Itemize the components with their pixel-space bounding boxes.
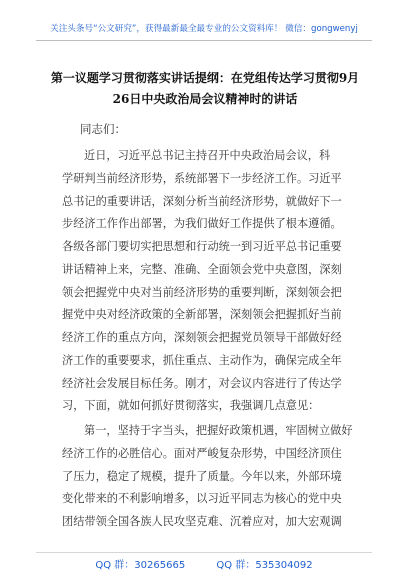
header-divider <box>36 40 372 41</box>
paragraph-line: 各级各部门要切实把思想和行动统一到习近平总书记重要 <box>62 240 342 253</box>
qq-group-2: QQ 群：535304092 <box>216 560 313 571</box>
footer-divider <box>36 552 372 553</box>
paragraph-line: 领会把握党中央对当前经济形势的重要判断，深刻领会把 <box>62 285 342 299</box>
paragraph-line: 第一，坚持于字当头，把握好政策机遇，牢固树立做好 <box>84 424 353 437</box>
paragraph-line: 习，下面，就如何抓好贯彻落实，我强调几点意见： <box>62 399 320 413</box>
paragraph-line: 讲话精神上来，完整、准确、全面领会党中央意图，深刻 <box>62 262 342 276</box>
paragraph-line: 近日，习近平总书记主持召开中央政治局会议，科 <box>84 149 331 162</box>
footer <box>0 556 408 571</box>
paragraph-line: 经济工作的重点方向，深刻领会把握党员领导干部做好经 <box>62 331 342 344</box>
paragraph-2 <box>62 420 362 534</box>
paragraph-line: 学研判当前经济形势，系统部署下一步经济工作。习近平 <box>62 171 342 185</box>
paragraph-line: 握党中央对经济政策的全新部署，深刻领会把握抓好当前 <box>62 308 342 322</box>
paragraph-line: 济工作的重要要求，抓住重点、主动作为，确保完成全年 <box>62 353 342 367</box>
title-line-1: 第一议题学习贯彻落实讲话提纲：在党组传达学习贯彻9月 <box>50 71 360 85</box>
paragraph-line: 总书记的重要讲话，深刻分析当前经济形势，就做好下一 <box>62 194 342 208</box>
paragraph-line: 团结带领全国各族人民攻坚克难、沉着应对，加大宏观调 <box>62 515 342 528</box>
qq-group-1: QQ 群：30265665 <box>95 560 186 571</box>
paragraph-line: 了压力，稳定了规模，提升了质量。今年以来，外部环境 <box>62 469 342 483</box>
paragraph-line: 步经济工作作出部署，为我们做好工作提供了根本遵循。 <box>62 217 342 231</box>
header-notice: 关注头条号“公文研究”，获得最新最全最专业的公文资料库！ 微信：gongwenyj <box>50 24 358 34</box>
paragraph-line: 经济社会发展目标任务。刚才，对会议内容进行了传达学 <box>62 376 342 390</box>
title-line-2: 26日中央政治局会议精神时的讲话 <box>112 92 298 106</box>
paragraph-line: 经济工作的必胜信心。面对严峻复杂形势，中国经济顶住 <box>62 446 342 460</box>
paragraph-1 <box>62 145 362 418</box>
document-title <box>44 68 366 110</box>
paragraph-line: 变化带来的不利影响增多，以习近平同志为核心的党中央 <box>62 492 342 506</box>
greeting: 同志们： <box>80 122 126 136</box>
